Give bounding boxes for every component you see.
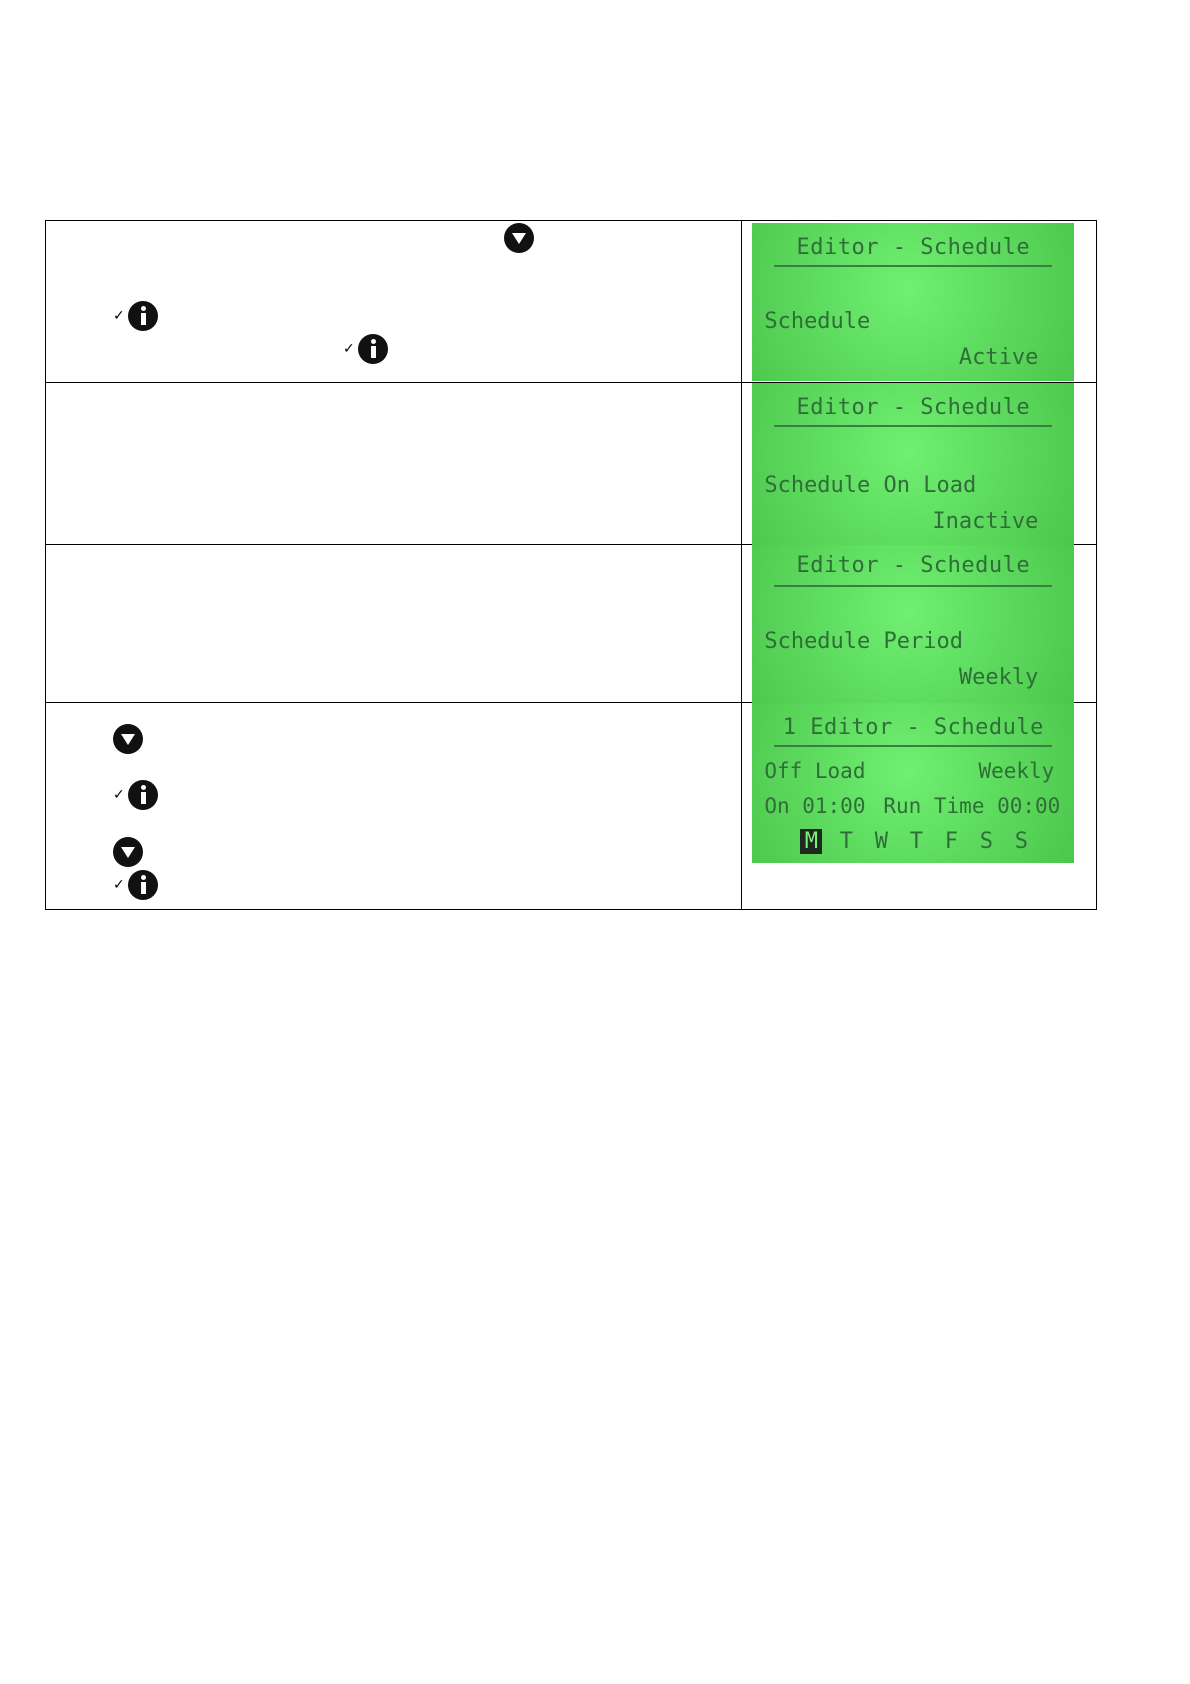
screen-cell bbox=[742, 383, 1097, 545]
instruction-cell bbox=[46, 545, 742, 703]
lcd-label: Schedule On Load bbox=[764, 473, 977, 498]
lcd-left-line-1: Off Load bbox=[764, 759, 866, 783]
screen-cell bbox=[742, 221, 1097, 383]
day-saturday: S bbox=[979, 829, 993, 854]
lcd-value: Inactive bbox=[932, 509, 1039, 534]
tick-info-button-icon bbox=[113, 780, 159, 810]
lcd-value: Weekly bbox=[958, 665, 1039, 690]
lcd-screen bbox=[752, 383, 1074, 545]
tick-icon: ✓ bbox=[113, 308, 125, 324]
tick-icon: ✓ bbox=[113, 877, 125, 893]
screen-cell bbox=[742, 703, 1097, 910]
instruction-cell bbox=[46, 703, 742, 910]
lcd-title: Editor - Schedule bbox=[796, 395, 1031, 420]
lcd-value: Active bbox=[958, 345, 1039, 370]
day-monday: M bbox=[800, 829, 822, 854]
down-arrow-button-icon bbox=[113, 724, 143, 754]
down-arrow-button-icon bbox=[504, 223, 534, 253]
instruction-cell bbox=[46, 383, 742, 545]
table-row bbox=[46, 703, 1097, 910]
tick-icon: ✓ bbox=[343, 341, 355, 357]
lcd-left-line-2: On 01:00 bbox=[764, 794, 866, 818]
table-row bbox=[46, 221, 1097, 383]
lcd-screen bbox=[752, 545, 1074, 703]
tick-info-button-icon bbox=[343, 334, 389, 364]
lcd-title: Editor - Schedule bbox=[796, 235, 1031, 260]
lcd-right-line-1: Weekly bbox=[978, 759, 1055, 783]
down-arrow-button-icon bbox=[113, 837, 143, 867]
table-row bbox=[46, 383, 1097, 545]
day-friday: F bbox=[944, 829, 958, 854]
lcd-screen bbox=[752, 223, 1074, 381]
tick-info-button-icon bbox=[113, 870, 159, 900]
day-wednesday: W bbox=[874, 829, 888, 854]
lcd-label: Schedule Period bbox=[764, 629, 964, 654]
info-icon bbox=[128, 301, 158, 331]
day-sunday: S bbox=[1014, 829, 1028, 854]
lcd-divider bbox=[774, 585, 1052, 587]
lcd-title: 1 Editor - Schedule bbox=[782, 715, 1044, 740]
lcd-label: Schedule bbox=[764, 309, 871, 334]
info-icon bbox=[128, 870, 158, 900]
lcd-divider bbox=[774, 425, 1052, 427]
weekday-selector bbox=[800, 829, 1032, 854]
lcd-title: Editor - Schedule bbox=[796, 553, 1031, 578]
lcd-divider bbox=[774, 745, 1052, 747]
day-thursday: T bbox=[909, 829, 923, 854]
day-tuesday: T bbox=[839, 829, 853, 854]
lcd-right-line-2: Run Time 00:00 bbox=[883, 794, 1061, 818]
tick-info-button-icon bbox=[113, 301, 159, 331]
lcd-divider bbox=[774, 265, 1052, 267]
info-icon bbox=[358, 334, 388, 364]
info-icon bbox=[128, 780, 158, 810]
lcd-screen bbox=[752, 703, 1074, 863]
instruction-table bbox=[45, 220, 1097, 910]
tick-icon: ✓ bbox=[113, 787, 125, 803]
instruction-cell bbox=[46, 221, 742, 383]
table-row bbox=[46, 545, 1097, 703]
screen-cell bbox=[742, 545, 1097, 703]
